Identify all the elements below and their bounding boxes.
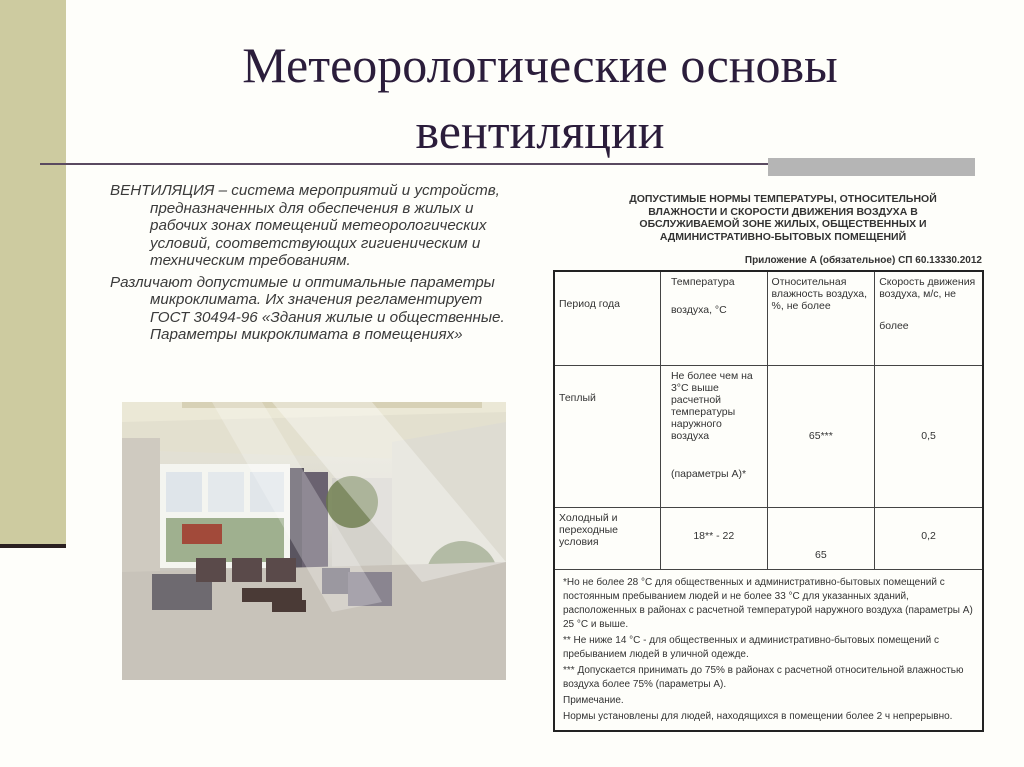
table-appendix-note: Приложение А (обязательное) СП 60.13330.2012 xyxy=(744,255,982,266)
header-humidity xyxy=(767,271,875,365)
warm-temperature-text: Не более чем на 3°С выше расчетной температуры наружного воздуха xyxy=(670,369,753,442)
footnote-remark: Нормы установлены для людей, находящихся в помещении более 2 ч непрерывно. xyxy=(563,710,953,722)
header-period-label: Период года xyxy=(559,298,620,310)
lobby-interior-photo xyxy=(122,402,506,680)
cold-humidity-value: 65 xyxy=(815,548,827,561)
cell-warm-period xyxy=(554,365,660,507)
cold-period-label: Холодный и переходные условия xyxy=(559,511,619,548)
table-notes-row xyxy=(554,569,983,731)
table-header-row xyxy=(554,271,983,365)
footnote-2: ** Не ниже 14 °С - для общественных и административно-бытовых помещений с пребыванием людей в уличной одежде. xyxy=(563,634,939,660)
table-title: ДОПУСТИМЫЕ НОРМЫ ТЕМПЕРАТУРЫ, ОТНОСИТЕЛЬНОЙ ВЛАЖНОСТИ И СКОРОСТИ ДВИЖЕНИЯ ВОЗДУХА В ОБСЛУЖИВАЕМОЙ ЗОНЕ ЖИЛЫХ, ОБЩЕСТВЕННЫХ И АДМИНИСТРАТИВНО-БЫТОВЫХ ПОМЕЩЕНИЙ xyxy=(629,193,937,243)
paragraph-parameters: Различают допустимые и оптимальные параметры микроклимата. Их значения регламентирует ГОСТ 30494-96 «Здания жилые и общественные. Параметры микроклимата в помещениях» xyxy=(110,273,505,343)
title-divider-accent xyxy=(768,158,975,176)
header-humidity-label: Относительная влажность воздуха, %, не более xyxy=(771,276,867,312)
header-temperature-line2: воздуха, °С xyxy=(670,304,727,316)
cell-warm-humidity xyxy=(767,365,875,507)
table-row-cold xyxy=(554,507,983,569)
body-text xyxy=(110,182,510,348)
photo-illustration xyxy=(122,402,506,680)
cell-cold-period xyxy=(554,507,660,569)
header-speed-line1: Скорость движения воздуха, м/с, не xyxy=(879,276,976,300)
warm-temperature-note: (параметры А)* xyxy=(670,467,747,480)
header-temperature xyxy=(660,271,767,365)
slide-title: Метеорологические основы вентиляции xyxy=(242,37,838,159)
header-speed-line2: более xyxy=(879,320,909,332)
cell-cold-humidity xyxy=(767,507,875,569)
cell-cold-speed xyxy=(875,507,983,569)
table-row-warm xyxy=(554,365,983,507)
header-temperature-line1: Температура xyxy=(670,276,735,288)
left-decor-band xyxy=(0,0,66,545)
cell-cold-temperature xyxy=(660,507,767,569)
cell-warm-speed xyxy=(875,365,983,507)
left-decor-rule xyxy=(0,544,66,548)
norms-table xyxy=(553,270,984,732)
paragraph-definition: ВЕНТИЛЯЦИЯ – система мероприятий и устройств, предназначенных для обеспечения в жилых и рабочих зонах помещений метеорологических условий, соответствующих гигиеническим и техническим требованиям. xyxy=(110,182,500,269)
footnote-remark-heading: Примечание. xyxy=(563,694,624,706)
header-speed xyxy=(875,271,983,365)
cold-speed-value: 0,2 xyxy=(921,529,936,542)
warm-period-label: Теплый xyxy=(559,391,596,404)
header-period xyxy=(554,271,660,365)
warm-humidity-value: 65*** xyxy=(808,430,833,442)
cell-warm-temperature xyxy=(660,365,767,507)
table-footnotes xyxy=(554,569,983,731)
cold-temperature-value: 18** - 22 xyxy=(693,529,735,542)
footnote-1: *Но не более 28 °С для общественных и административно-бытовых помещений с постоянным пребыванием людей и не более 33 °С для указанных зданий, расположенных в районах с расчетной температурой наружного воздуха (параметры А) 25 °С и выше. xyxy=(563,576,973,630)
footnote-3: *** Допускается принимать до 75% в районах с расчетной относительной влажностью воздуха более 75% (параметры А). xyxy=(563,664,964,690)
warm-speed-value: 0,5 xyxy=(921,430,936,442)
